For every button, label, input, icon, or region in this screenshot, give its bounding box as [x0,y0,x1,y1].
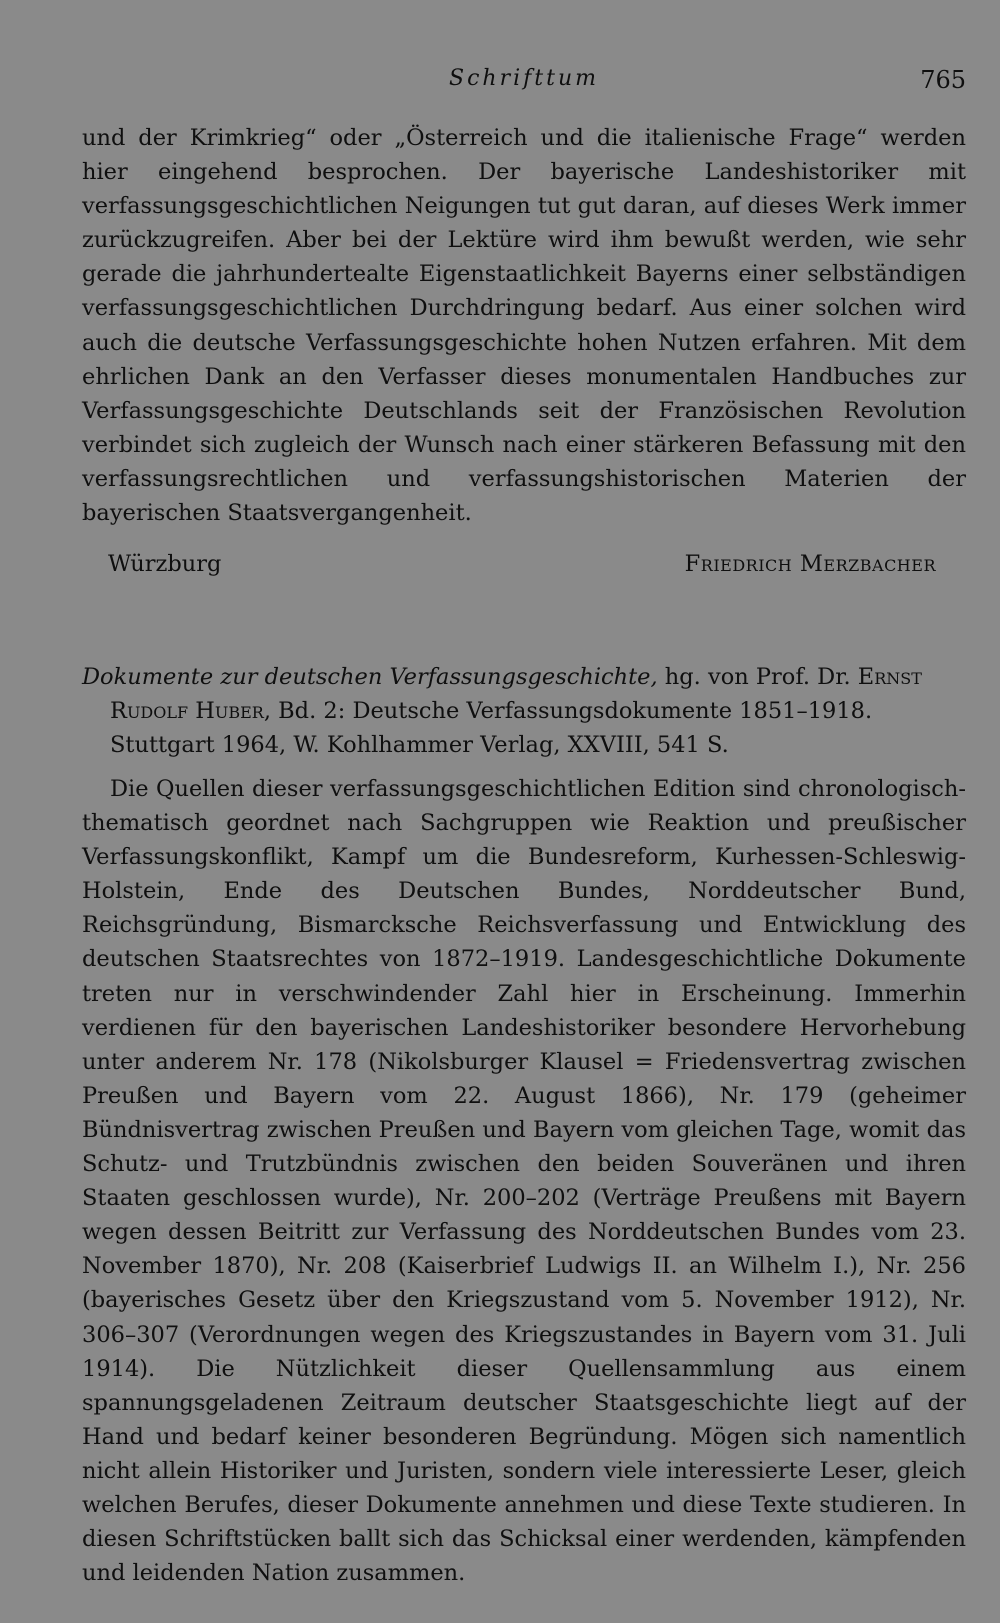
citation-line-1 [82,660,966,694]
running-title: Schrifttum [449,66,599,91]
citation-line-2 [82,694,966,728]
citation-volume: Bd. 2: Deutsche Verfassungsdokumente 1851–1918. [271,698,873,724]
running-header [82,66,966,100]
citation-editor-rest: Rudolf Huber, [110,698,271,724]
paragraph-review-end: und der Krimkrieg“ oder „Österreich und die italienische Frage“ werden hier eingehend besprochen. Der bayerische Landeshistoriker mit verfassungsgeschichtlichen Neigungen tut gut daran, auf dieses Werk immer zurückzugreifen. Aber bei der Lektüre wird ihm bewußt werden, wie sehr gerade die jahrhundertealte Eigenstaatlichkeit Bayerns einer selbständigen verfassungsgeschichtlichen Durchdringung bedarf. Aus einer solchen wird auch die deutsche Verfassungsgeschichte hohen Nutzen erfahren. Mit dem ehrlichen Dank an den Verfasser dieses monumentalen Handbuches zur Verfassungsgeschichte Deutschlands seit der Französischen Revolution verbindet sich zugleich der Wunsch nach einer stärkeren Befassung mit den verfassungsrechtlichen und verfassungshistorischen Materien der bayerischen Staatsvergangenheit. [82,125,966,527]
page-number: 765 [920,66,966,94]
signature-author: Friedrich Merzbacher [684,551,936,577]
citation-editor-first: Ernst [857,664,922,690]
book-citation [82,660,966,762]
paragraph-review: Die Quellen dieser verfassungsgeschichtlichen Edition sind chronologisch-thematisch geordnet nach Sachgruppen wie Reaktion und preußischer Verfassungskonflikt, Kampf um die Bundesreform, Kurhessen-Schleswig-Holstein, Ende des Deutschen Bundes, Norddeutscher Bund, Reichsgründung, Bismarcksche Reichsverfassung und Entwicklung des deutschen Staatsrechtes von 1872–1919. Landesgeschichtliche Dokumente treten nur in verschwindender Zahl hier in Erscheinung. Immerhin verdienen für den bayerischen Landeshistoriker besondere Hervorhebung unter anderem Nr. 178 (Nikolsburger Klausel = Friedensvertrag zwischen Preußen und Bayern vom 22. August 1866), Nr. 179 (geheimer Bündnisvertrag zwischen Preußen und Bayern vom gleichen Tage, womit das Schutz- und Trutzbündnis zwischen den beiden Souveränen und ihren Staaten geschlossen wurde), Nr. 200–202 (Verträge Preußens mit Bayern wegen dessen Beitritt zur Verfassung des Norddeutschen Bundes vom 23. November 1870), Nr. 208 (Kaiserbrief Ludwigs II. an Wilhelm I.), Nr. 256 (bayerisches Gesetz über den Kriegszustand vom 5. November 1912), Nr. 306–307 (Verordnungen wegen des Kriegszustandes in Bayern vom 31. Juli 1914). Die Nützlichkeit dieser Quellensammlung aus einem spannungsgeladenen Zeitraum deutscher Staatsgeschichte liegt auf der Hand und bedarf keiner besonderen Begründung. Mögen sich namentlich nicht allein Historiker und Juristen, sondern viele interessierte Leser, gleich welchen Berufes, dieser Dokumente annehmen und diese Texte studieren. In diesen Schriftstücken ballt sich das Schicksal einer werdenden, kämpfenden und leidenden Nation zusammen. [82,776,966,1587]
review-signature [108,551,936,585]
signature-place: Würzburg [108,551,222,577]
citation-publication: Stuttgart 1964, W. Kohlhammer Verlag, XXVIII, 541 S. [110,732,729,758]
citation-title: Dokumente zur deutschen Verfassungsgeschichte, [82,664,658,690]
citation-editor-prefix: hg. von Prof. Dr. [657,664,858,690]
